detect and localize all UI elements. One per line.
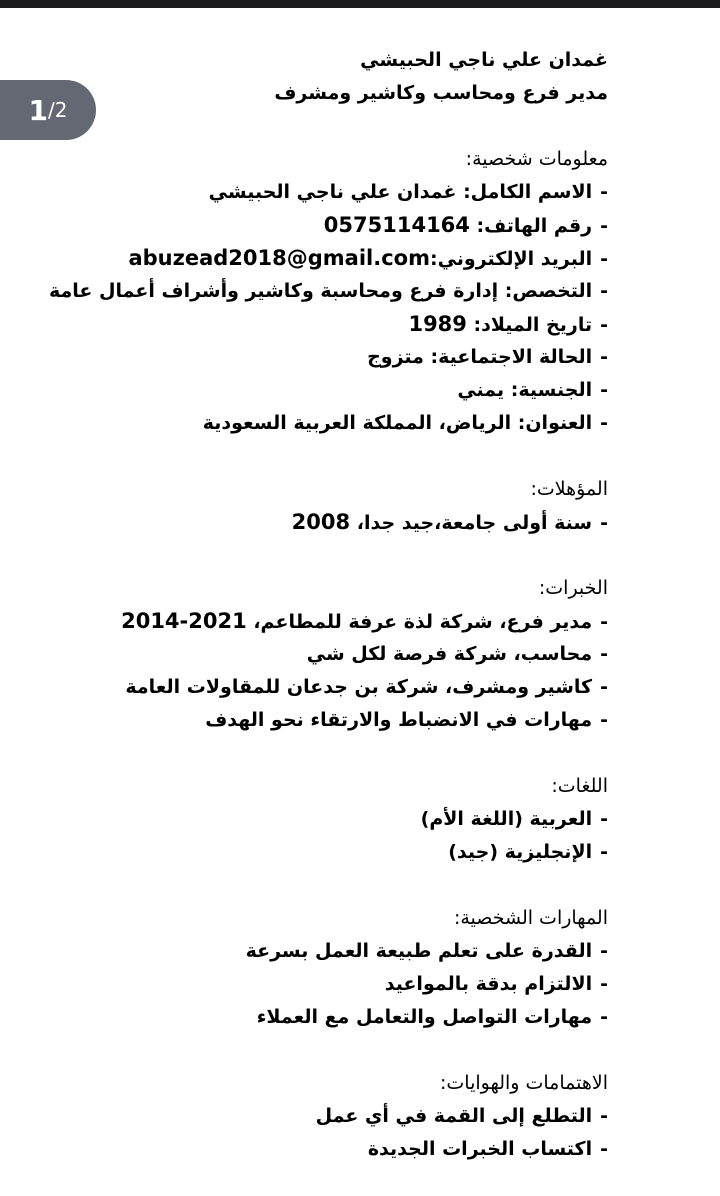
address-text: العنوان: الرياض، المملكة العربية السعودية: [202, 412, 593, 434]
language-item: [108, 836, 608, 869]
experience-item: [108, 671, 608, 704]
language-item-text: الإنجليزية (جيد): [448, 841, 593, 863]
nationality-line: [108, 374, 608, 407]
email-value[interactable]: abuzead2018@gmail.com: [128, 246, 430, 270]
current-page: 1: [28, 93, 48, 127]
bullet: -: [600, 181, 608, 203]
birth-year: 1989: [408, 312, 467, 336]
experience-item: [108, 638, 608, 671]
marital-text: الحالة الاجتماعية: متزوج: [367, 346, 593, 368]
bullet: -: [600, 512, 608, 534]
skills-heading: المهارات الشخصية:: [453, 907, 608, 929]
interest-item-text: التطلع إلى القمة في أي عمل: [315, 1105, 593, 1127]
bullet: -: [600, 841, 608, 863]
candidate-name: غمدان علي ناجي الحبيشي: [360, 49, 608, 71]
bullet: -: [600, 1138, 608, 1160]
skill-item-text: القدرة على تعلم طبيعة العمل بسرعة: [245, 940, 593, 962]
bullet: -: [600, 248, 608, 270]
interest-item: [108, 1133, 608, 1166]
bullet: -: [600, 314, 608, 336]
skill-item: [108, 968, 608, 1001]
skill-item: [108, 1001, 608, 1034]
marital-line: [108, 341, 608, 374]
experience-heading: الخبرات:: [538, 577, 608, 599]
address-line: [108, 407, 608, 440]
bullet: -: [600, 1105, 608, 1127]
birth-line: [108, 308, 608, 341]
bullet: -: [600, 280, 608, 302]
phone-line: [108, 209, 608, 242]
experience-item-1-text: مدير فرع، شركة لذة عرفة للمطاعم،: [253, 611, 593, 633]
languages-heading: اللغات:: [551, 775, 608, 797]
bullet: -: [600, 1006, 608, 1028]
bullet: -: [600, 676, 608, 698]
page-indicator[interactable]: [0, 80, 96, 140]
resume-document: [49, 44, 608, 1166]
email-label: البريد الإلكتروني:: [429, 248, 593, 270]
bullet: -: [600, 611, 608, 633]
full-name-line: [108, 176, 608, 209]
total-pages: 2: [54, 98, 68, 122]
bullet: -: [600, 709, 608, 731]
specialty-line: [49, 275, 608, 308]
experience-item: [108, 704, 608, 737]
top-bar: [0, 0, 720, 8]
email-line: [108, 242, 608, 275]
experience-item-4-text: مهارات في الانضباط والارتقاء نحو الهدف: [205, 709, 593, 731]
qualification-item: [108, 506, 608, 539]
experience-item-2-text: محاسب، شركة فرصة لكل شي: [306, 643, 593, 665]
experience-item-1-years: 2014-2021: [121, 609, 247, 633]
bullet: -: [600, 940, 608, 962]
interests-heading: الاهتمامات والهوايات:: [440, 1072, 608, 1094]
bullet: -: [600, 643, 608, 665]
phone-label: رقم الهاتف:: [476, 215, 593, 237]
phone-value: 0575114164: [323, 213, 470, 237]
experience-item: [108, 605, 608, 638]
specialty-text: التخصص: إدارة فرع ومحاسبة وكاشير وأشراف أعمال عامة: [49, 280, 593, 302]
qualifications-heading: المؤهلات:: [530, 478, 608, 500]
skill-item-text: مهارات التواصل والتعامل مع العملاء: [256, 1006, 593, 1028]
bullet: -: [600, 973, 608, 995]
language-item-text: العربية (اللغة الأم): [420, 808, 593, 830]
bullet: -: [600, 808, 608, 830]
bullet: -: [600, 346, 608, 368]
page-separator: /: [48, 98, 55, 122]
experience-item-3-text: كاشير ومشرف، شركة بن جدعان للمقاولات العامة: [125, 676, 593, 698]
language-item: [108, 803, 608, 836]
skill-item-text: الالتزام بدقة بالمواعيد: [384, 973, 593, 995]
bullet: -: [600, 412, 608, 434]
personal-info-heading: معلومات شخصية:: [465, 148, 608, 170]
interest-item: [108, 1100, 608, 1133]
bullet: -: [600, 379, 608, 401]
nationality-text: الجنسية: يمني: [457, 379, 593, 401]
qualification-year: 2008: [291, 510, 351, 534]
bullet: -: [600, 215, 608, 237]
interest-item-text: اكتساب الخبرات الجديدة: [367, 1138, 593, 1160]
skill-item: [108, 935, 608, 968]
full-name-text: الاسم الكامل: غمدان علي ناجي الحبيشي: [208, 181, 593, 203]
birth-label: تاريخ الميلاد:: [473, 314, 593, 336]
qualification-text: سنة أولى جامعة،جيد جدا،: [356, 512, 593, 534]
candidate-title: مدير فرع ومحاسب وكاشير ومشرف: [274, 82, 608, 104]
